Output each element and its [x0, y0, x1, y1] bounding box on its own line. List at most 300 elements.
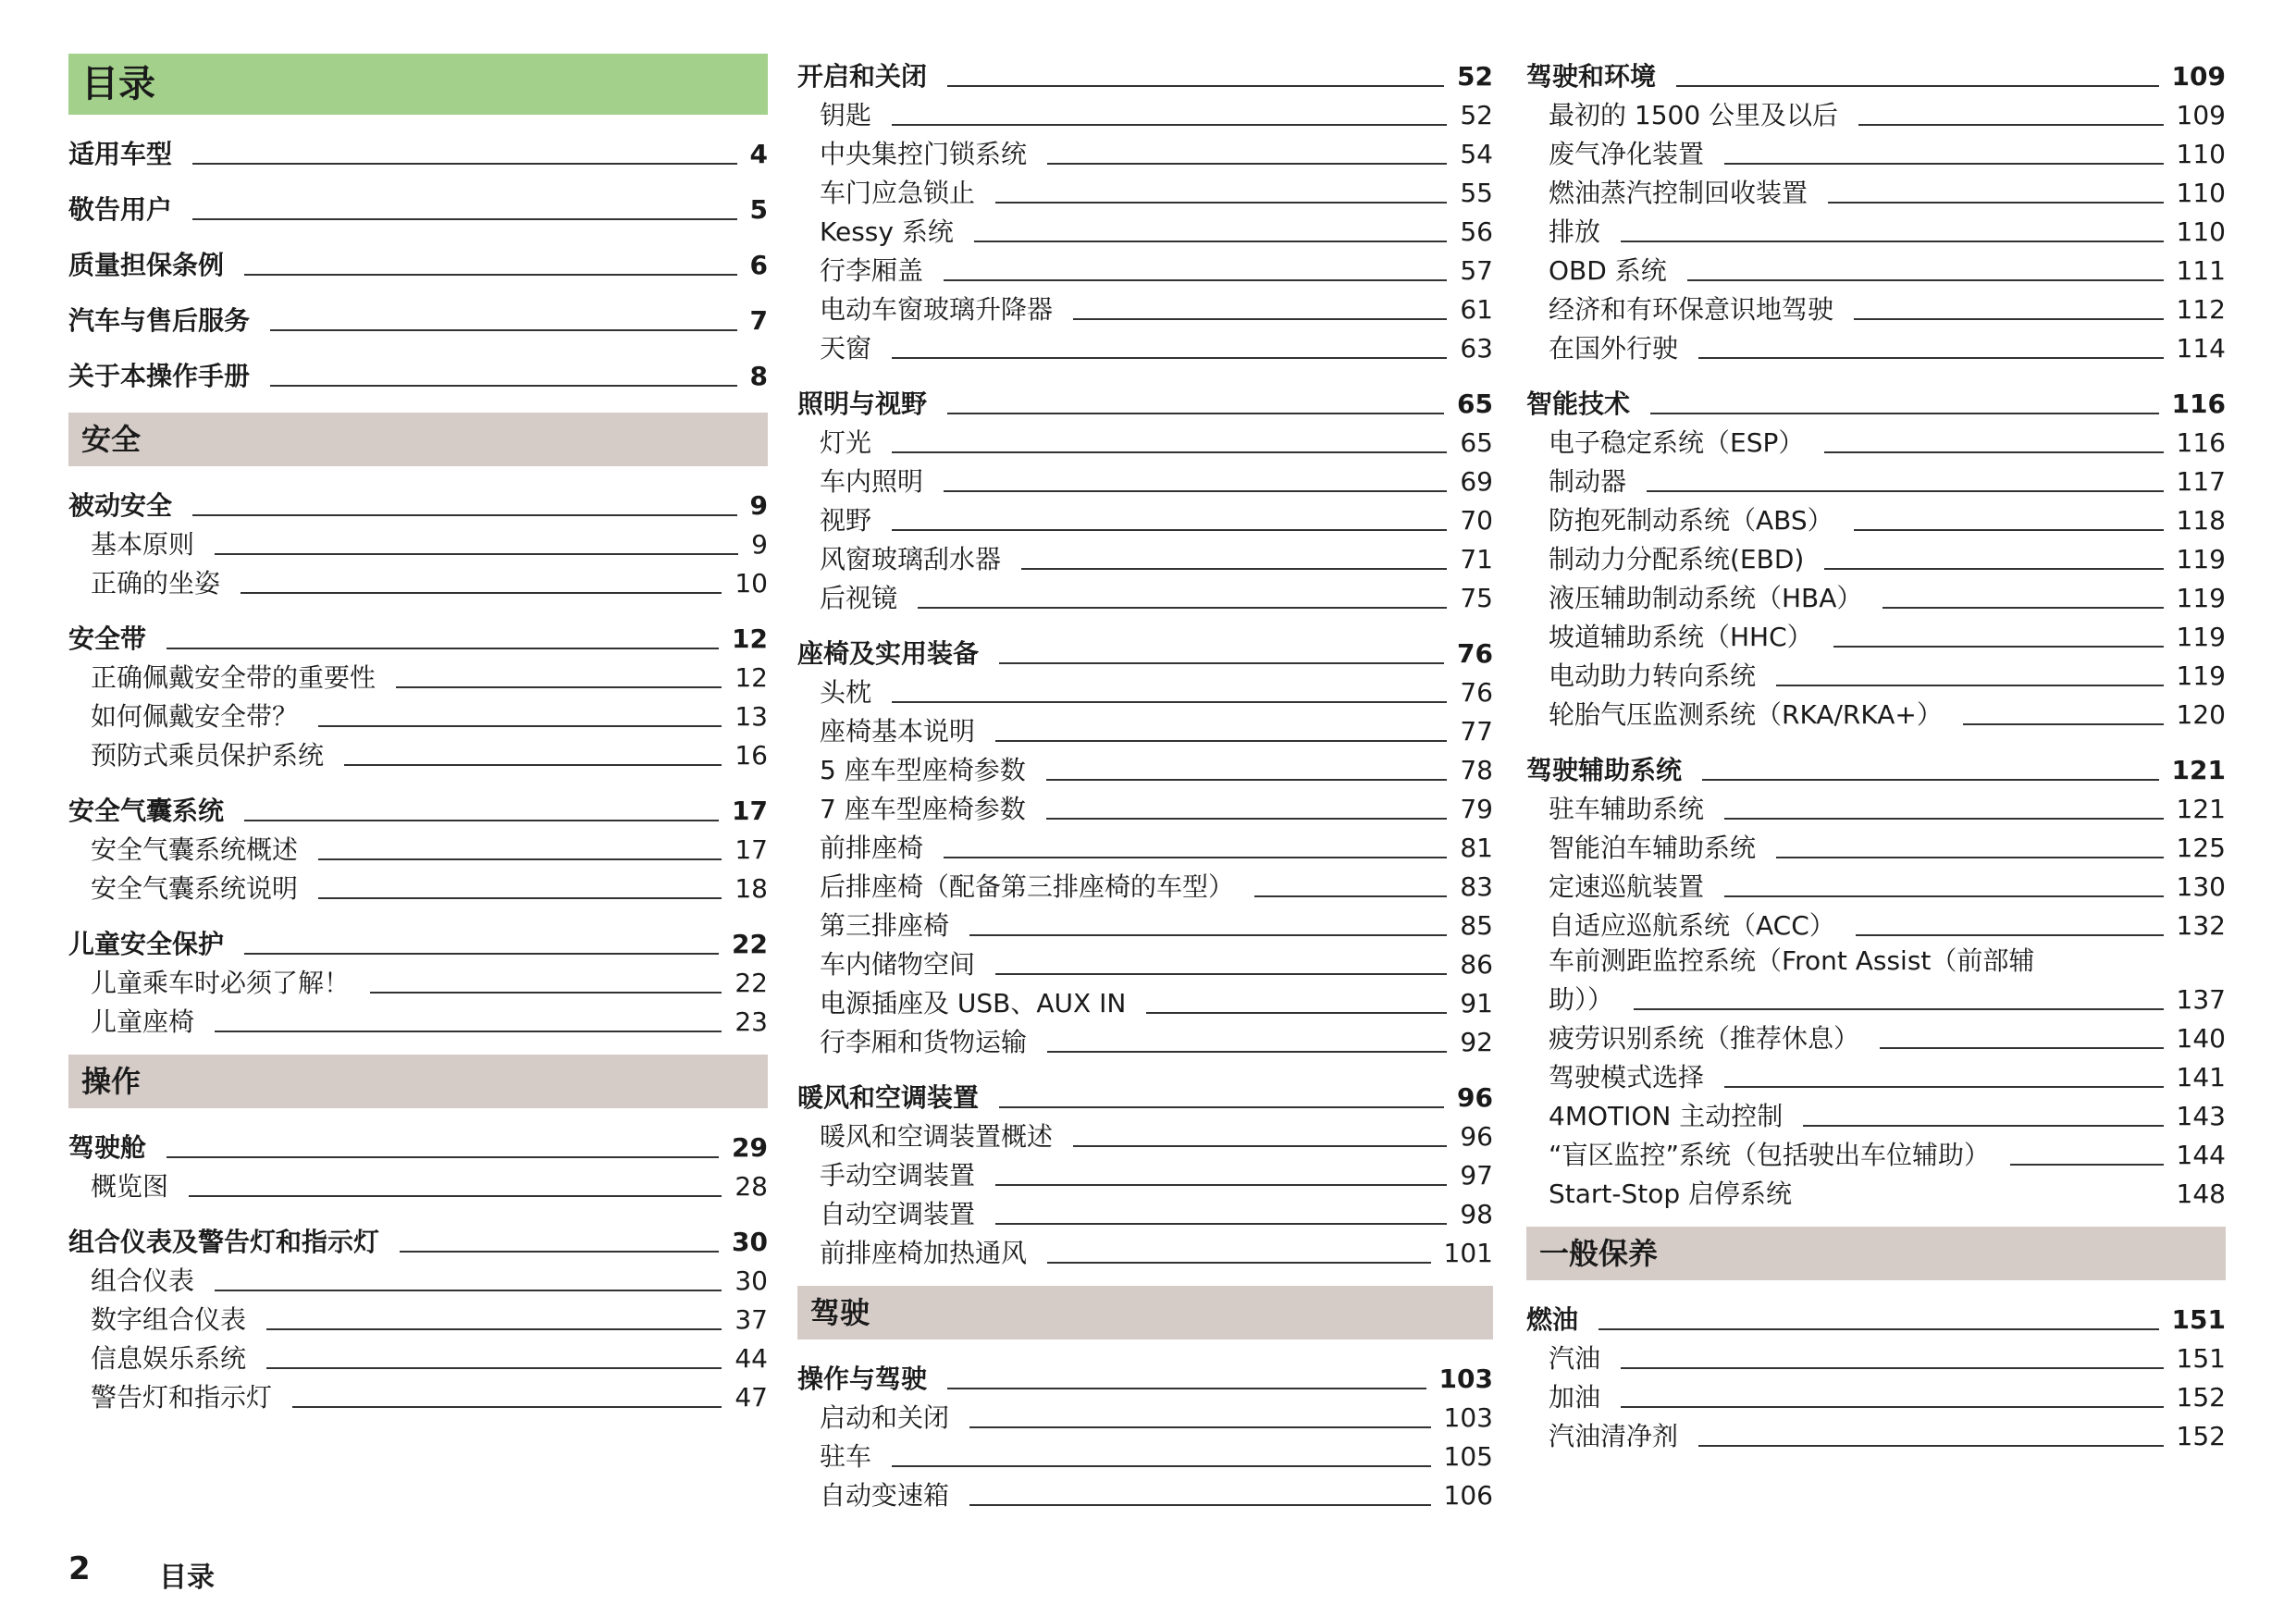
toc-entry-line1: 车前测距监控系统（Front Assist（前部辅: [1549, 945, 2035, 976]
toc-entry-page: 30: [734, 1265, 768, 1296]
toc-entry-page: 119: [2176, 660, 2226, 691]
toc-entry-label: 后排座椅（配备第三排座椅的车型）: [820, 871, 1235, 902]
toc-entry[interactable]: [797, 981, 1493, 1019]
toc-chapter[interactable]: [68, 1219, 768, 1258]
leader-line: [1634, 1008, 2164, 1010]
toc-entry-label: 驾驶舱: [68, 1132, 147, 1163]
toc-entry-label: 概览图: [91, 1171, 169, 1202]
toc-chapter[interactable]: [1526, 381, 2226, 420]
toc-entry-label: 自动空调装置: [820, 1199, 976, 1229]
leader-line: [892, 529, 1447, 531]
toc-entry[interactable]: [68, 522, 768, 561]
toc-entry-page: 61: [1460, 294, 1493, 325]
leader-line: [192, 514, 737, 516]
toc-entry-page: 137: [2176, 984, 2226, 1015]
toc-entry[interactable]: [1526, 326, 2226, 364]
toc-entry-label: 行李厢盖: [820, 255, 924, 286]
toc-chapter[interactable]: [68, 483, 768, 522]
toc-entry-page: 121: [2176, 794, 2226, 824]
toc-entry-label: 座椅及实用装备: [797, 638, 980, 669]
toc-entry[interactable]: [1526, 209, 2226, 248]
toc-entry[interactable]: [68, 1164, 768, 1203]
toc-entry-label: 预防式乘员保护系统: [91, 740, 325, 771]
leader-line: [1724, 895, 2164, 897]
toc-entry-page: 75: [1460, 583, 1493, 613]
toc-entry-label: 智能技术: [1526, 389, 1631, 419]
leader-line: [1046, 818, 1448, 820]
toc-entry[interactable]: [1526, 93, 2226, 131]
leader-line: [892, 701, 1447, 703]
toc-entry-label: 基本原则: [91, 529, 195, 560]
toc-entry-page: 70: [1460, 505, 1493, 536]
toc-entry[interactable]: [1526, 903, 2226, 942]
leader-line: [1687, 279, 2164, 281]
toc-entry[interactable]: [797, 1019, 1493, 1058]
toc-entry[interactable]: [68, 694, 768, 733]
toc-entry-label: 风窗玻璃刮水器: [820, 544, 1002, 574]
toc-entry[interactable]: [797, 459, 1493, 498]
toc-entry-page: 12: [734, 662, 768, 693]
toc-entry[interactable]: [1526, 537, 2226, 575]
footer-title: 目录: [159, 1561, 215, 1594]
toc-entry[interactable]: [1526, 1016, 2226, 1055]
toc-entry-page: 101: [1443, 1238, 1493, 1268]
toc-entry-page: 106: [1443, 1480, 1493, 1511]
leader-line: [1824, 451, 2163, 453]
toc-entry-page: 63: [1460, 333, 1493, 364]
toc-entry[interactable]: [797, 498, 1493, 537]
leader-line: [1803, 1125, 2163, 1127]
leader-line: [1599, 1328, 2159, 1330]
toc-column-2: [797, 54, 1493, 1512]
leader-line: [1647, 490, 2164, 492]
toc-entry-page: 121: [2171, 755, 2226, 785]
toc-entry[interactable]: [1526, 575, 2226, 614]
leader-line: [947, 1388, 1426, 1389]
toc-entry[interactable]: [1526, 1055, 2226, 1093]
toc-entry[interactable]: [797, 825, 1493, 864]
toc-entry-label: 安全气囊系统: [68, 796, 225, 826]
toc-entry[interactable]: [1526, 1336, 2226, 1375]
leader-line: [167, 1156, 719, 1158]
leader-line: [947, 413, 1444, 414]
leader-line: [1676, 85, 2159, 87]
toc-entry-page: 144: [2176, 1140, 2226, 1170]
leader-line: [892, 451, 1447, 453]
toc-entry[interactable]: [797, 248, 1493, 287]
toc-entry-label: 关于本操作手册: [68, 361, 251, 391]
toc-entry-page: 37: [734, 1304, 768, 1335]
toc-entry-label: “盲区监控”系统（包括驶出车位辅助）: [1549, 1140, 1991, 1170]
toc-column-3: [1526, 54, 2226, 1452]
leader-line: [1698, 1445, 2164, 1447]
leader-line: [999, 662, 1444, 664]
toc-entry-label: 信息娱乐系统: [91, 1343, 247, 1374]
toc-entry[interactable]: [68, 1297, 768, 1336]
toc-entry-label: 自动变速箱: [820, 1480, 950, 1511]
leader-line: [1856, 934, 2164, 936]
toc-chapter[interactable]: [797, 631, 1493, 670]
toc-entry-label: 前排座椅加热通风: [820, 1238, 1028, 1268]
toc-entry[interactable]: [68, 960, 768, 999]
leader-line: [1698, 357, 2164, 359]
leader-line: [318, 725, 722, 727]
toc-entry-page: 130: [2176, 871, 2226, 902]
toc-entry-page: 47: [734, 1382, 768, 1413]
toc-entry-label: 液压辅助制动系统（HBA）: [1549, 583, 1863, 613]
toc-entry[interactable]: [797, 1114, 1493, 1153]
toc-entry-label: 天窗: [820, 333, 872, 364]
toc-entry[interactable]: [1526, 825, 2226, 864]
toc-entry-page: 65: [1460, 427, 1493, 458]
toc-entry-page: 119: [2176, 583, 2226, 613]
toc-entry[interactable]: [797, 1191, 1493, 1230]
toc-entry[interactable]: [797, 326, 1493, 364]
toc-entry-page: 55: [1460, 178, 1493, 208]
leader-line: [266, 1367, 722, 1369]
leader-line: [1046, 779, 1448, 781]
toc-entry-page: 97: [1460, 1160, 1493, 1191]
leader-line: [1047, 1262, 1431, 1264]
toc-entry-page: 78: [1460, 755, 1493, 785]
leader-line: [969, 1426, 1431, 1428]
toc-entry-label: 头枕: [820, 677, 872, 708]
toc-entry-label: 电动车窗玻璃升降器: [820, 294, 1054, 325]
toc-entry[interactable]: [797, 575, 1493, 614]
toc-entry-label: 经济和有环保意识地驾驶: [1549, 294, 1834, 325]
toc-entry[interactable]: [797, 1230, 1493, 1269]
leader-line: [999, 1106, 1444, 1108]
toc-title-banner: 目录: [68, 54, 768, 115]
toc-entry-label: 被动安全: [68, 490, 173, 521]
toc-entry[interactable]: [68, 353, 768, 392]
leader-line: [215, 1031, 722, 1032]
toc-entry-label: 安全气囊系统说明: [91, 873, 299, 904]
toc-entry-label: 助））: [1549, 984, 1614, 1015]
toc-entry[interactable]: [68, 733, 768, 771]
toc-chapter[interactable]: [1526, 54, 2226, 93]
toc-entry-page: 125: [2176, 833, 2226, 863]
toc-entry[interactable]: [68, 827, 768, 866]
toc-entry-page: 52: [1457, 61, 1493, 92]
toc-entry-page: 29: [732, 1132, 768, 1163]
toc-entry-label: 质量担保条例: [68, 250, 225, 280]
toc-entry[interactable]: [1526, 420, 2226, 459]
toc-entry[interactable]: [797, 903, 1493, 942]
leader-line: [1776, 685, 2164, 686]
toc-entry[interactable]: [797, 786, 1493, 825]
toc-entry-page: 17: [734, 834, 768, 865]
toc-entry-page: 44: [734, 1343, 768, 1374]
toc-entry[interactable]: [797, 131, 1493, 170]
leader-line: [1021, 568, 1447, 570]
toc-entry-label: 操作与驾驶: [797, 1364, 928, 1394]
toc-entry-page: 77: [1460, 716, 1493, 747]
leader-line: [969, 1504, 1431, 1506]
toc-entry-label: 驻车辅助系统: [1549, 794, 1705, 824]
toc-entry[interactable]: [797, 170, 1493, 209]
toc-chapter[interactable]: [797, 1075, 1493, 1114]
toc-chapter[interactable]: [68, 921, 768, 960]
leader-line: [944, 490, 1447, 492]
toc-entry-label: 启动和关闭: [820, 1402, 950, 1433]
leader-line: [1858, 124, 2163, 126]
toc-entry[interactable]: [68, 999, 768, 1038]
leader-line: [292, 1406, 722, 1408]
toc-entry[interactable]: [797, 93, 1493, 131]
toc-entry-page: 118: [2176, 505, 2226, 536]
toc-entry-page: 9: [751, 529, 768, 560]
toc-entry-label: 中央集控门锁系统: [820, 139, 1028, 169]
toc-entry-label: OBD 系统: [1549, 255, 1667, 286]
toc-entry-label: 废气净化装置: [1549, 139, 1705, 169]
leader-line: [1854, 318, 2164, 320]
toc-entry-page: 76: [1460, 677, 1493, 708]
toc-entry[interactable]: [68, 1336, 768, 1375]
toc-entry[interactable]: [1526, 248, 2226, 287]
toc-chapter[interactable]: [1526, 1297, 2226, 1336]
leader-line: [1047, 163, 1447, 165]
toc-entry-page: 110: [2176, 139, 2226, 169]
toc-entry-page: 4: [749, 139, 768, 169]
toc-entry-label: 组合仪表及警告灯和指示灯: [68, 1227, 380, 1257]
leader-line: [1776, 857, 2164, 858]
toc-entry-page: 92: [1460, 1027, 1493, 1057]
toc-entry-label: 燃油: [1526, 1304, 1579, 1335]
toc-entry[interactable]: [1526, 653, 2226, 692]
toc-chapter[interactable]: [68, 788, 768, 827]
leader-line: [995, 1223, 1447, 1225]
leader-line: [266, 1328, 722, 1330]
toc-chapter[interactable]: [68, 1125, 768, 1164]
leader-line: [1880, 1047, 2164, 1049]
toc-entry-page: 85: [1460, 910, 1493, 941]
toc-entry-page: 16: [734, 740, 768, 771]
toc-entry-page: 65: [1457, 389, 1493, 419]
toc-entry[interactable]: [1526, 614, 2226, 653]
leader-line: [318, 897, 722, 899]
toc-entry-label: 驾驶模式选择: [1549, 1062, 1705, 1092]
leader-line: [1073, 1145, 1447, 1147]
leader-line: [1621, 1367, 2164, 1369]
leader-line: [969, 934, 1447, 936]
toc-entry-page: 114: [2176, 333, 2226, 364]
toc-entry[interactable]: [797, 1473, 1493, 1512]
toc-entry-label: 儿童座椅: [91, 1006, 195, 1037]
toc-entry[interactable]: [797, 537, 1493, 575]
section-banner-driving: 驾驶: [797, 1286, 1493, 1339]
toc-entry-label: 安全带: [68, 623, 147, 654]
toc-entry-page: 12: [732, 623, 768, 654]
leader-line: [1882, 607, 2163, 609]
toc-entry-page: 17: [732, 796, 768, 826]
toc-entry-page: 151: [2171, 1304, 2226, 1335]
toc-entry-page: 52: [1460, 100, 1493, 130]
toc-entry-page: 81: [1460, 833, 1493, 863]
toc-entry-page: 152: [2176, 1421, 2226, 1451]
leader-line: [241, 592, 722, 594]
toc-entry-label: 驻车: [820, 1441, 872, 1472]
toc-entry[interactable]: [797, 287, 1493, 326]
toc-entry[interactable]: [1526, 786, 2226, 825]
toc-entry[interactable]: [1526, 459, 2226, 498]
toc-entry-label: 后视镜: [820, 583, 898, 613]
toc-entry[interactable]: [1526, 1093, 2226, 1132]
toc-chapter[interactable]: [68, 616, 768, 655]
section-banner-operation: 操作: [68, 1055, 768, 1108]
toc-entry-label: 儿童乘车时必须了解！: [91, 968, 351, 998]
toc-entry-label: 警告灯和指示灯: [91, 1382, 273, 1413]
toc-entry-page: 83: [1460, 871, 1493, 902]
toc-entry-page: 116: [2171, 389, 2226, 419]
toc-entry-page: 111: [2176, 255, 2226, 286]
toc-entry-label: 坡道辅助系统（HHC）: [1549, 622, 1813, 652]
toc-entry-label: 加油: [1549, 1382, 1601, 1413]
toc-entry-label: 适用车型: [68, 139, 173, 169]
toc-entry-label: 驾驶和环境: [1526, 61, 1657, 92]
section-banner-safety: 安全: [68, 413, 768, 466]
toc-entry[interactable]: [797, 709, 1493, 747]
leader-line: [1833, 646, 2164, 648]
toc-entry-label: 手动空调装置: [820, 1160, 976, 1191]
toc-entry-page: 112: [2176, 294, 2226, 325]
toc-entry-label: Kessy 系统: [820, 216, 954, 247]
leader-line: [1702, 779, 2159, 781]
leader-line: [1724, 163, 2164, 165]
toc-entry-label: 视野: [820, 505, 872, 536]
toc-chapter[interactable]: [1526, 747, 2226, 786]
toc-entry-label: 防抱死制动系统（ABS）: [1549, 505, 1833, 536]
toc-entry[interactable]: [797, 1434, 1493, 1473]
toc-entry-page: 152: [2176, 1382, 2226, 1413]
leader-line: [215, 553, 738, 555]
toc-entry-page: 105: [1443, 1441, 1493, 1472]
toc-chapter[interactable]: [797, 1356, 1493, 1395]
leader-line: [995, 973, 1447, 975]
toc-entry-label: 行李厢和货物运输: [820, 1027, 1028, 1057]
toc-entry[interactable]: [68, 561, 768, 599]
toc-entry-label: 排放: [1549, 216, 1601, 247]
toc-entry-page: 7: [749, 305, 768, 336]
toc-entry-label: 电动助力转向系统: [1549, 660, 1757, 691]
toc-entry-page: 23: [734, 1006, 768, 1037]
toc-entry[interactable]: [1526, 1171, 2226, 1210]
toc-entry-page: 56: [1460, 216, 1493, 247]
toc-entry[interactable]: [68, 131, 768, 170]
toc-entry[interactable]: [797, 1153, 1493, 1191]
toc-chapter[interactable]: [797, 381, 1493, 420]
toc-entry-page: 96: [1460, 1121, 1493, 1152]
toc-entry[interactable]: [1526, 1375, 2226, 1413]
toc-entry-page: 5: [749, 194, 768, 225]
toc-entry[interactable]: [797, 747, 1493, 786]
leader-line: [344, 764, 722, 766]
toc-entry-label: 汽油清净剂: [1549, 1421, 1679, 1451]
toc-entry-label: 车门应急锁止: [820, 178, 976, 208]
toc-entry-page: 69: [1460, 466, 1493, 497]
toc-entry-label: 安全气囊系统概述: [91, 834, 299, 865]
leader-line: [892, 357, 1447, 359]
toc-entry[interactable]: [68, 1375, 768, 1413]
toc-entry[interactable]: [1526, 864, 2226, 903]
toc-entry-label: 暖风和空调装置概述: [820, 1121, 1054, 1152]
toc-entry[interactable]: [68, 655, 768, 694]
toc-entry-label: 车内照明: [820, 466, 924, 497]
leader-line: [244, 820, 719, 821]
leader-line: [1724, 818, 2164, 820]
toc-entry[interactable]: [797, 1395, 1493, 1434]
toc-entry-front-assist[interactable]: [1526, 942, 2226, 1016]
toc-entry-label: 敬告用户: [68, 194, 173, 225]
leader-line: [400, 1251, 719, 1253]
toc-entry[interactable]: [68, 298, 768, 337]
toc-entry-label: 正确佩戴安全带的重要性: [91, 662, 376, 693]
toc-entry-label: 汽油: [1549, 1343, 1601, 1374]
toc-entry-label: 钥匙: [820, 100, 872, 130]
toc-entry[interactable]: [1526, 131, 2226, 170]
toc-entry[interactable]: [797, 864, 1493, 903]
toc-entry[interactable]: [1526, 692, 2226, 731]
toc-entry-page: 79: [1460, 794, 1493, 824]
toc-entry-label: 在国外行驶: [1549, 333, 1679, 364]
toc-entry[interactable]: [797, 942, 1493, 981]
toc-entry-label: 最初的 1500 公里及以后: [1549, 100, 1839, 130]
toc-entry-label: 座椅基本说明: [820, 716, 976, 747]
leader-line: [944, 857, 1447, 858]
toc-entry[interactable]: [68, 1258, 768, 1297]
toc-entry[interactable]: [1526, 498, 2226, 537]
section-banner-maintenance: 一般保养: [1526, 1227, 2226, 1280]
toc-entry-label: 燃油蒸汽控制回收装置: [1549, 178, 1808, 208]
leader-line: [1854, 529, 2164, 531]
toc-entry-label: 暖风和空调装置: [797, 1082, 980, 1113]
toc-entry[interactable]: [68, 866, 768, 905]
toc-entry[interactable]: [68, 242, 768, 281]
leader-line: [947, 85, 1444, 87]
toc-entry-page: 148: [2176, 1179, 2226, 1209]
leader-line: [1824, 568, 2163, 570]
toc-entry[interactable]: [1526, 170, 2226, 209]
toc-entry[interactable]: [797, 420, 1493, 459]
toc-chapter[interactable]: [797, 54, 1493, 93]
toc-entry[interactable]: [1526, 1413, 2226, 1452]
toc-entry-page: 116: [2176, 427, 2226, 458]
toc-entry-label: 疲劳识别系统（推荐休息）: [1549, 1023, 1860, 1054]
leader-line: [1254, 895, 1447, 897]
leader-line: [995, 740, 1447, 742]
toc-entry[interactable]: [797, 670, 1493, 709]
toc-entry[interactable]: [1526, 1132, 2226, 1171]
toc-entry-page: 103: [1443, 1402, 1493, 1433]
toc-entry-page: 54: [1460, 139, 1493, 169]
toc-entry-label: 电源插座及 USB、AUX IN: [820, 988, 1127, 1018]
toc-entry[interactable]: [1526, 287, 2226, 326]
toc-entry-label: 前排座椅: [820, 833, 924, 863]
leader-line: [995, 1184, 1447, 1186]
toc-entry-page: 9: [749, 490, 768, 521]
leader-line: [1828, 202, 2164, 204]
toc-entry-page: 22: [732, 929, 768, 959]
toc-entry-label: 开启和关闭: [797, 61, 928, 92]
toc-entry[interactable]: [797, 209, 1493, 248]
leader-line: [370, 992, 722, 994]
leader-line: [1073, 318, 1447, 320]
leader-line: [192, 218, 737, 220]
toc-entry-page: 141: [2176, 1062, 2226, 1092]
leader-line: [318, 858, 722, 860]
toc-entry[interactable]: [68, 187, 768, 226]
leader-line: [244, 953, 719, 955]
